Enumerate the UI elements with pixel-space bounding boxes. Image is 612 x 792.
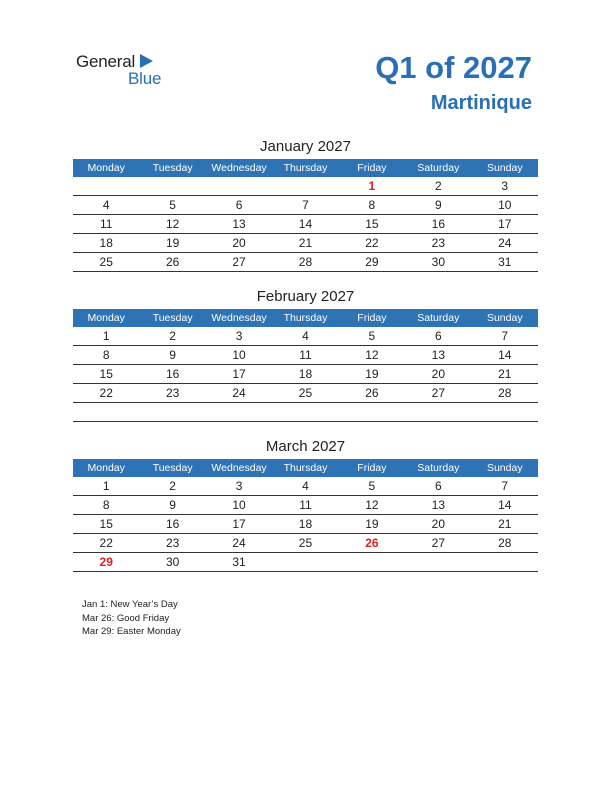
day-cell [339, 403, 405, 422]
day-cell: 28 [272, 253, 338, 272]
day-cell: 20 [405, 515, 471, 534]
day-cell: 30 [139, 553, 205, 572]
page-subtitle: Martinique [430, 92, 532, 114]
week-row [73, 365, 538, 384]
weekday-header: Sunday [472, 159, 538, 177]
weekday-header: Monday [73, 309, 139, 327]
week-row [73, 403, 538, 422]
calendar-grid [73, 159, 538, 272]
day-cell [206, 403, 272, 422]
day-cell: 27 [405, 534, 471, 553]
holiday-note: Jan 1: New Year’s Day [82, 599, 178, 610]
week-row [73, 234, 538, 253]
day-cell [472, 403, 538, 422]
weekday-header-row [73, 309, 538, 327]
weekday-header: Saturday [405, 159, 471, 177]
day-cell: 14 [272, 215, 338, 234]
day-cell: 13 [206, 215, 272, 234]
weekday-header: Tuesday [139, 459, 205, 477]
day-cell: 18 [272, 365, 338, 384]
day-cell: 18 [73, 234, 139, 253]
day-cell: 10 [206, 496, 272, 515]
day-cell [73, 177, 139, 196]
day-cell: 1 [73, 477, 139, 496]
holiday-note: Mar 29: Easter Monday [82, 626, 181, 637]
day-cell [472, 553, 538, 572]
day-cell: 3 [206, 327, 272, 346]
day-cell: 16 [139, 365, 205, 384]
day-cell: 21 [472, 365, 538, 384]
day-cell: 11 [272, 496, 338, 515]
month-march [73, 437, 538, 572]
week-row [73, 553, 538, 572]
day-cell: 10 [472, 196, 538, 215]
day-cell: 9 [139, 346, 205, 365]
week-row [73, 215, 538, 234]
month-title: January 2027 [260, 138, 351, 155]
weekday-header: Saturday [405, 459, 471, 477]
weekday-header: Sunday [472, 309, 538, 327]
day-cell: 5 [339, 477, 405, 496]
weekday-header: Wednesday [206, 159, 272, 177]
day-cell: 15 [73, 515, 139, 534]
weekday-header-row [73, 159, 538, 177]
day-cell [272, 177, 338, 196]
day-cell: 10 [206, 346, 272, 365]
day-cell: 17 [206, 365, 272, 384]
day-cell: 29 [73, 553, 139, 572]
day-cell: 11 [272, 346, 338, 365]
day-cell: 25 [73, 253, 139, 272]
holiday-notes [82, 598, 181, 639]
day-cell: 1 [339, 177, 405, 196]
day-cell: 14 [472, 496, 538, 515]
day-cell: 22 [339, 234, 405, 253]
day-cell: 9 [139, 496, 205, 515]
calendar-grid [73, 309, 538, 422]
day-cell: 27 [405, 384, 471, 403]
logo-triangle-icon [140, 54, 153, 68]
weekday-header: Wednesday [206, 309, 272, 327]
day-cell: 31 [472, 253, 538, 272]
day-cell: 26 [339, 384, 405, 403]
day-cell: 24 [206, 534, 272, 553]
day-cell: 4 [73, 196, 139, 215]
day-cell: 16 [405, 215, 471, 234]
day-cell: 13 [405, 346, 471, 365]
day-cell: 7 [472, 327, 538, 346]
day-cell: 11 [73, 215, 139, 234]
logo-text-blue: Blue [128, 69, 162, 88]
day-cell [206, 177, 272, 196]
day-cell [73, 403, 139, 422]
day-cell: 29 [339, 253, 405, 272]
day-cell: 19 [339, 365, 405, 384]
weekday-header: Thursday [272, 309, 338, 327]
weekday-header: Sunday [472, 459, 538, 477]
day-cell: 13 [405, 496, 471, 515]
day-cell: 7 [472, 477, 538, 496]
logo-text-general: General [76, 52, 136, 71]
day-cell [405, 553, 471, 572]
week-row [73, 177, 538, 196]
day-cell: 8 [73, 496, 139, 515]
day-cell: 22 [73, 384, 139, 403]
day-cell: 21 [472, 515, 538, 534]
day-cell: 19 [339, 515, 405, 534]
month-title: February 2027 [256, 288, 355, 305]
day-cell: 5 [339, 327, 405, 346]
day-cell [139, 403, 205, 422]
week-row [73, 384, 538, 403]
week-row [73, 346, 538, 365]
day-cell: 3 [206, 477, 272, 496]
day-cell: 5 [139, 196, 205, 215]
day-cell: 15 [339, 215, 405, 234]
day-cell [405, 403, 471, 422]
day-cell: 15 [73, 365, 139, 384]
day-cell: 23 [139, 534, 205, 553]
weekday-header: Tuesday [139, 309, 205, 327]
day-cell [272, 553, 338, 572]
day-cell: 2 [139, 477, 205, 496]
day-cell: 23 [139, 384, 205, 403]
day-cell: 2 [405, 177, 471, 196]
weekday-header: Tuesday [139, 159, 205, 177]
day-cell: 22 [73, 534, 139, 553]
day-cell: 30 [405, 253, 471, 272]
day-cell: 26 [139, 253, 205, 272]
holiday-note: Mar 26: Good Friday [82, 612, 170, 624]
day-cell: 28 [472, 534, 538, 553]
weekday-header-row [73, 459, 538, 477]
week-row [73, 327, 538, 346]
day-cell: 2 [139, 327, 205, 346]
day-cell: 28 [472, 384, 538, 403]
day-cell: 16 [139, 515, 205, 534]
day-cell: 23 [405, 234, 471, 253]
week-row [73, 477, 538, 496]
day-cell [272, 403, 338, 422]
day-cell: 4 [272, 477, 338, 496]
day-cell: 6 [206, 196, 272, 215]
month-february [73, 287, 538, 422]
day-cell: 8 [73, 346, 139, 365]
day-cell: 3 [472, 177, 538, 196]
weekday-header: Thursday [272, 459, 338, 477]
weekday-header: Friday [339, 159, 405, 177]
day-cell: 24 [206, 384, 272, 403]
weekday-header: Monday [73, 459, 139, 477]
day-cell: 1 [73, 327, 139, 346]
day-cell: 7 [272, 196, 338, 215]
day-cell: 14 [472, 346, 538, 365]
generalblue-logo [76, 52, 176, 92]
week-row [73, 496, 538, 515]
day-cell: 4 [272, 327, 338, 346]
day-cell [339, 553, 405, 572]
week-row [73, 196, 538, 215]
week-row [73, 534, 538, 553]
weekday-header: Friday [339, 459, 405, 477]
day-cell: 17 [206, 515, 272, 534]
day-cell: 12 [339, 346, 405, 365]
day-cell: 6 [405, 327, 471, 346]
day-cell: 18 [272, 515, 338, 534]
calendar-grid [73, 459, 538, 572]
page-title: Q1 of 2027 [375, 50, 532, 85]
day-cell: 25 [272, 534, 338, 553]
day-cell: 27 [206, 253, 272, 272]
day-cell [139, 177, 205, 196]
day-cell: 20 [206, 234, 272, 253]
day-cell: 31 [206, 553, 272, 572]
day-cell: 19 [139, 234, 205, 253]
day-cell: 9 [405, 196, 471, 215]
day-cell: 17 [472, 215, 538, 234]
week-row [73, 253, 538, 272]
day-cell: 21 [272, 234, 338, 253]
weekday-header: Thursday [272, 159, 338, 177]
month-title: March 2027 [265, 438, 346, 455]
day-cell: 12 [339, 496, 405, 515]
day-cell: 12 [139, 215, 205, 234]
week-row [73, 515, 538, 534]
day-cell: 24 [472, 234, 538, 253]
weekday-header: Monday [73, 159, 139, 177]
month-january [73, 137, 538, 272]
day-cell: 20 [405, 365, 471, 384]
weekday-header: Friday [339, 309, 405, 327]
day-cell: 25 [272, 384, 338, 403]
day-cell: 26 [339, 534, 405, 553]
weekday-header: Wednesday [206, 459, 272, 477]
day-cell: 8 [339, 196, 405, 215]
day-cell: 6 [405, 477, 471, 496]
weekday-header: Saturday [405, 309, 471, 327]
